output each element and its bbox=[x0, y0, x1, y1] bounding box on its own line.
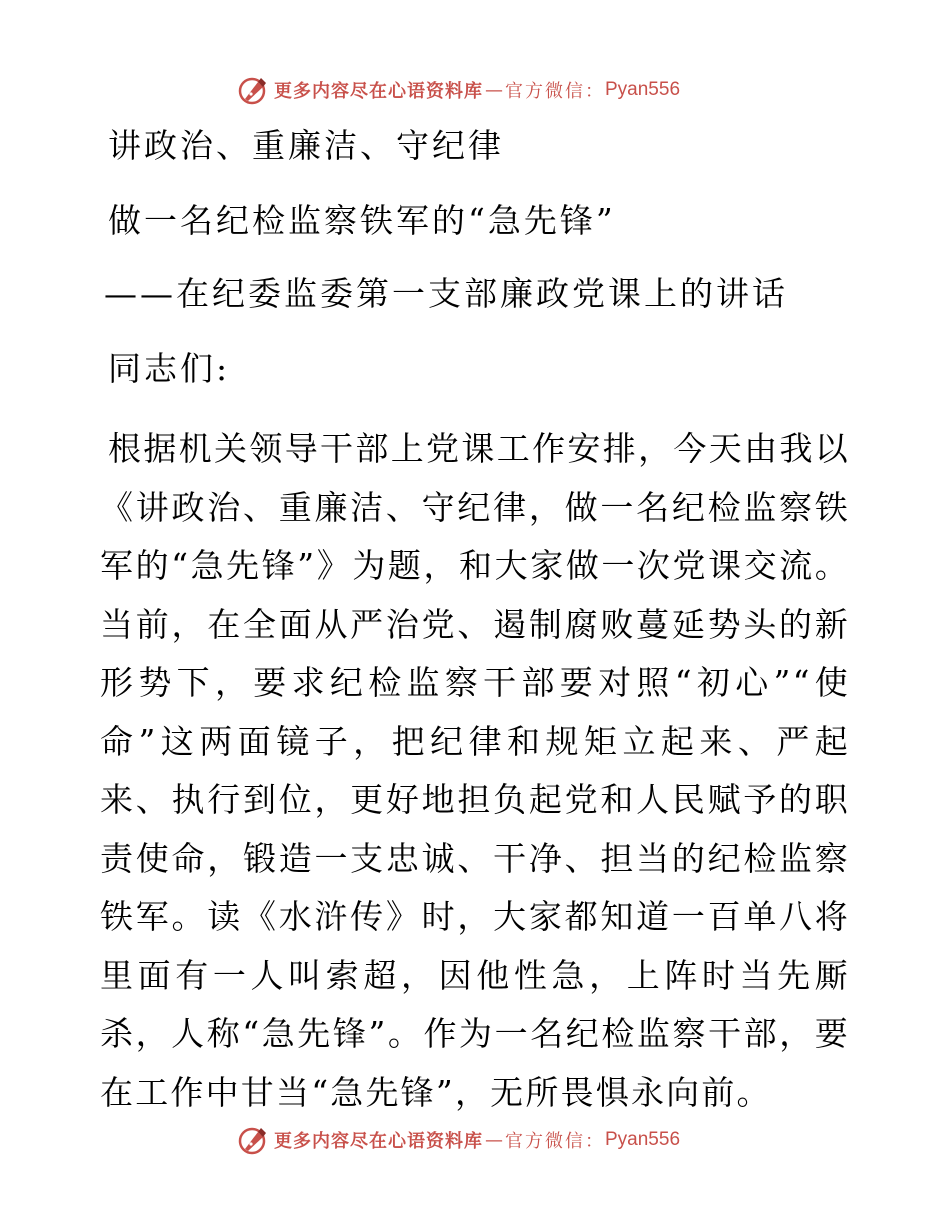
watermark-separator: — bbox=[485, 1129, 503, 1151]
watermark-wechat-id: Pyan556 bbox=[605, 79, 681, 100]
watermark-wechat-id: Pyan556 bbox=[605, 1129, 681, 1150]
pen-nib-logo-icon bbox=[236, 1124, 268, 1156]
watermark-library-text: 更多内容尽在心语资料库 bbox=[274, 81, 483, 102]
document-greeting: 同志们: bbox=[108, 349, 231, 388]
document-title-line-2: 做一名纪检监察铁军的“急先锋” bbox=[108, 201, 616, 240]
document-paragraph: 根据机关领导干部上党课工作安排，今天由我以《讲政治、重廉洁、守纪律，做一名纪检监察铁军的“急先锋”》为题，和大家做一次党课交流。当前，在全面从严治党、遏制腐败蔓延势头的新形势下，要求纪检监察干部要对照“初心”“使命”这两面镜子，把纪律和规矩立起来、严起来、执行到位，更好地担负起党和人民赋予的职责使命，锻造一支忠诚、干净、担当的纪检监察铁军。读《水浒传》时，大家都知道一百单八将里面有一人叫索超，因他性急，上阵时当先厮杀，人称“急先锋”。作为一名纪检监察干部，要在工作中甘当“急先锋”，无所畏惧永向前。 bbox=[100, 429, 850, 1112]
document-title-line-1: 讲政治、重廉洁、守纪律 bbox=[108, 126, 504, 165]
watermark-wechat-label: 官方微信： bbox=[505, 1131, 605, 1152]
watermark-library-text: 更多内容尽在心语资料库 bbox=[274, 1131, 483, 1152]
header-watermark bbox=[236, 72, 680, 108]
document-subtitle: ——在纪委监委第一支部廉政党课上的讲话 bbox=[104, 274, 788, 313]
watermark-separator: — bbox=[485, 79, 503, 101]
pen-nib-logo-icon bbox=[236, 74, 268, 106]
footer-watermark bbox=[236, 1122, 680, 1158]
watermark-wechat-label: 官方微信： bbox=[505, 81, 605, 102]
